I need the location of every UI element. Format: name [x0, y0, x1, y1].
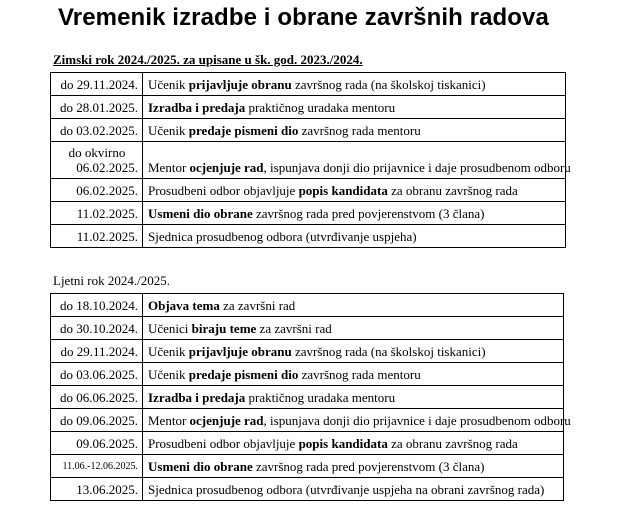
activity-cell [143, 119, 566, 142]
activity-emphasis: Usmeni dio obrane [148, 458, 253, 474]
table-row [51, 386, 564, 409]
date-cell: 13.06.2025. [51, 478, 143, 501]
date-cell: do 09.06.2025. [51, 409, 143, 432]
activity-text: praktičnog uradaka mentoru [245, 389, 396, 405]
table-row [51, 179, 566, 202]
date-cell: do 03.06.2025. [51, 363, 143, 386]
activity-text: Učenik [148, 122, 189, 138]
activity-cell [143, 96, 566, 119]
activity-text: Učenik [148, 76, 189, 92]
activity-text: Sjednica prosudbenog odbora (utvrđivanje uspjeha) [148, 228, 417, 244]
activity-cell [143, 455, 564, 478]
activity-cell [143, 202, 566, 225]
table-row [51, 478, 564, 501]
table-row [51, 455, 564, 478]
date-cell: do 29.11.2024. [51, 340, 143, 363]
summer-term-heading: Ljetni rok 2024./2025. [53, 273, 170, 288]
activity-text: završnog rada (na školskoj tiskanici) [291, 76, 486, 92]
activity-text: za obranu završnog rada [387, 182, 518, 198]
activity-text: Prosudbeni odbor objavljuje [148, 435, 299, 451]
activity-cell [143, 225, 566, 248]
activity-cell [143, 142, 571, 179]
date-cell: do 06.06.2025. [51, 386, 143, 409]
activity-text: , ispunjava donji dio prijavnice i daje prosudbenom odboru [263, 160, 571, 175]
activity-text: završnog rada mentoru [298, 122, 421, 138]
activity-text: praktičnog uradaka mentoru [245, 99, 396, 115]
date-cell: do 18.10.2024. [51, 294, 143, 317]
activity-cell [143, 340, 564, 363]
activity-emphasis: biraju teme [191, 320, 257, 336]
activity-text: Učenici [148, 320, 192, 336]
activity-emphasis: Objava tema [148, 297, 220, 313]
date-cell: do 03.02.2025. [51, 119, 143, 142]
summer-schedule-table [50, 293, 571, 501]
table-row [51, 73, 566, 96]
activity-text: za obranu završnog rada [387, 435, 518, 451]
activity-text: Mentor [148, 160, 190, 175]
activity-emphasis: ocjenjuje rad [189, 412, 264, 428]
date-cell: 11.02.2025. [51, 202, 143, 225]
activity-cell [143, 363, 564, 386]
activity-cell [143, 294, 564, 317]
table-row [51, 96, 566, 119]
table-row [51, 409, 564, 432]
date-cell: 11.02.2025. [51, 225, 143, 248]
date-cell [51, 142, 143, 179]
activity-text: Sjednica prosudbenog odbora (utvrđivanje uspjeha na obrani završnog rada) [148, 481, 545, 497]
activity-emphasis: ocjenjuje rad [189, 160, 264, 175]
activity-text: završnog rada pred povjerenstvom (3 člana) [252, 458, 485, 474]
page-title: Vremenik izradbe i obrane završnih radova [58, 4, 549, 31]
activity-emphasis: prijavljuje obranu [188, 343, 292, 359]
table-row [51, 202, 566, 225]
activity-text: Učenik [148, 366, 189, 382]
activity-cell [143, 386, 564, 409]
activity-cell [143, 73, 566, 96]
table-row [51, 340, 564, 363]
activity-cell [143, 432, 564, 455]
date-qualifier: do okvirno [68, 145, 126, 160]
activity-text: za završni rad [256, 320, 332, 336]
activity-emphasis: predaje pismeni dio [188, 366, 299, 382]
winter-schedule-table [50, 72, 571, 248]
activity-text: završnog rada (na školskoj tiskanici) [291, 343, 486, 359]
activity-text: za završni rad [219, 297, 296, 313]
activity-text: završnog rada mentoru [298, 366, 421, 382]
date-cell: 06.02.2025. [51, 179, 143, 202]
table-row [51, 363, 564, 386]
table-row [51, 225, 566, 248]
activity-cell [143, 317, 564, 340]
date-value: 06.02.2025. [76, 160, 138, 175]
activity-emphasis: predaje pismeni dio [188, 122, 299, 138]
activity-cell [143, 478, 564, 501]
table-row [51, 317, 564, 340]
winter-term-heading: Zimski rok 2024./2025. za upisane u šk. god. 2023./2024. [53, 52, 363, 67]
date-cell: 09.06.2025. [51, 432, 143, 455]
activity-emphasis: Izradba i predaja [148, 389, 246, 405]
activity-emphasis: Izradba i predaja [148, 99, 246, 115]
activity-text: , ispunjava donji dio prijavnice i daje prosudbenom odboru [263, 412, 571, 428]
date-cell: do 28.01.2025. [51, 96, 143, 119]
activity-emphasis: Usmeni dio obrane [148, 205, 253, 221]
activity-emphasis: popis kandidata [298, 182, 388, 198]
activity-text: Mentor [148, 412, 190, 428]
date-cell: do 30.10.2024. [51, 317, 143, 340]
activity-text: Prosudbeni odbor objavljuje [148, 182, 299, 198]
activity-emphasis: prijavljuje obranu [188, 76, 292, 92]
date-cell: do 29.11.2024. [51, 73, 143, 96]
table-row [51, 294, 564, 317]
activity-text: završnog rada pred povjerenstvom (3 člana) [252, 205, 485, 221]
activity-emphasis: popis kandidata [298, 435, 388, 451]
date-cell: 11.06.-12.06.2025. [51, 455, 143, 478]
table-row [51, 119, 566, 142]
table-row [51, 432, 564, 455]
activity-cell [143, 409, 571, 432]
activity-text: Učenik [148, 343, 189, 359]
activity-cell [143, 179, 566, 202]
table-row [51, 142, 566, 179]
